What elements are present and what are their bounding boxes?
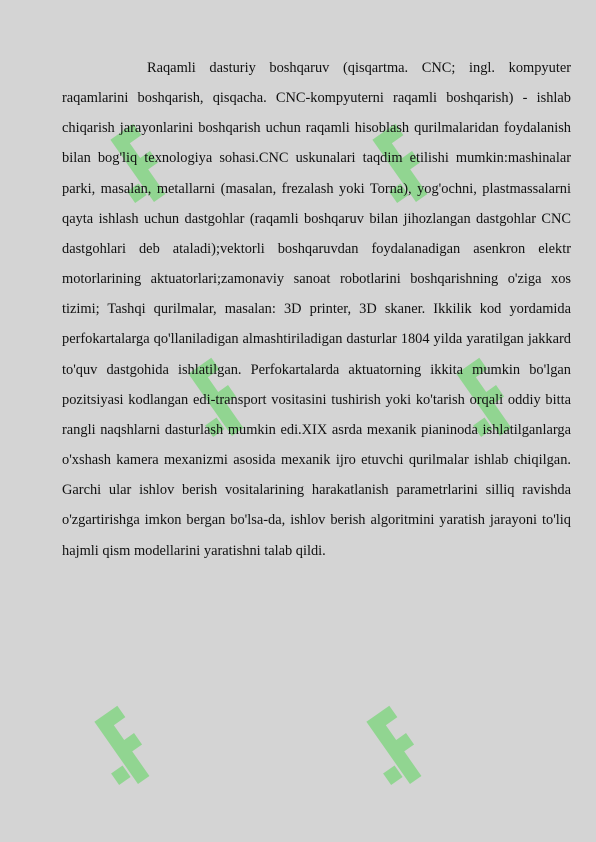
watermark-logo-icon xyxy=(84,700,168,792)
watermark-logo-icon xyxy=(356,700,440,792)
body-paragraph: Raqamli dasturiy boshqaruv (qisqartma. CNC; ingl. kompyuter raqamlarini boshqarish, qisqacha. CNC-kompyuterni raqamli boshqarish) - ishlab chiqarish jarayonlarini boshqarish uchun raqamli hisoblash qurilmalaridan foydalanish bilan bog'liq texnologiya sohasi.CNC uskunalari taqdim etilishi mumkin:mashinalar parki, masalan, metallarni (masalan, frezalash yoki Torna), yog'ochni, plastmassalarni qayta ishlash uchun dastgohlar (raqamli boshqaruv bilan jihozlangan dastgohlar CNC dastgohlari deb ataladi);vektorli boshqaruvdan foydalanadigan asenkron elektr motorlarining aktuatorlari;zamonaviy sanoat robotlarini boshqarishning o'ziga xos tizimi; Tashqi qurilmalar, masalan: 3D printer, 3D skaner. Ikkilik kod yordamida perfokartalarga qo'llaniladigan almashtiriladigan dasturlar 1804 yilda yaratilgan jakkard to'quv dastgohida ishlatilgan. Perfokartalarda aktuatorning ikkita mumkin bo'lgan pozitsiyasi kodlangan edi-transport vositasini tushirish yoki ko'tarish orqali oddiy bitta rangli naqshlarni dasturlash mumkin edi.XIX asrda mexanik pianinoda ishlatilganlarga o'xshash kamera mexanizmi asosida mexanik ijro etuvchi qurilmalar ishlab chiqilgan. Garchi ular ishlov berish vositalarining harakatlanish parametrlarini silliq ravishda o'zgartirishga imkon bergan bo'lsa-da, ishlov berish algoritmini yaratish jarayoni to'liq hajmli qism modellarini yaratishni talab qildi. xyxy=(62,60,571,559)
